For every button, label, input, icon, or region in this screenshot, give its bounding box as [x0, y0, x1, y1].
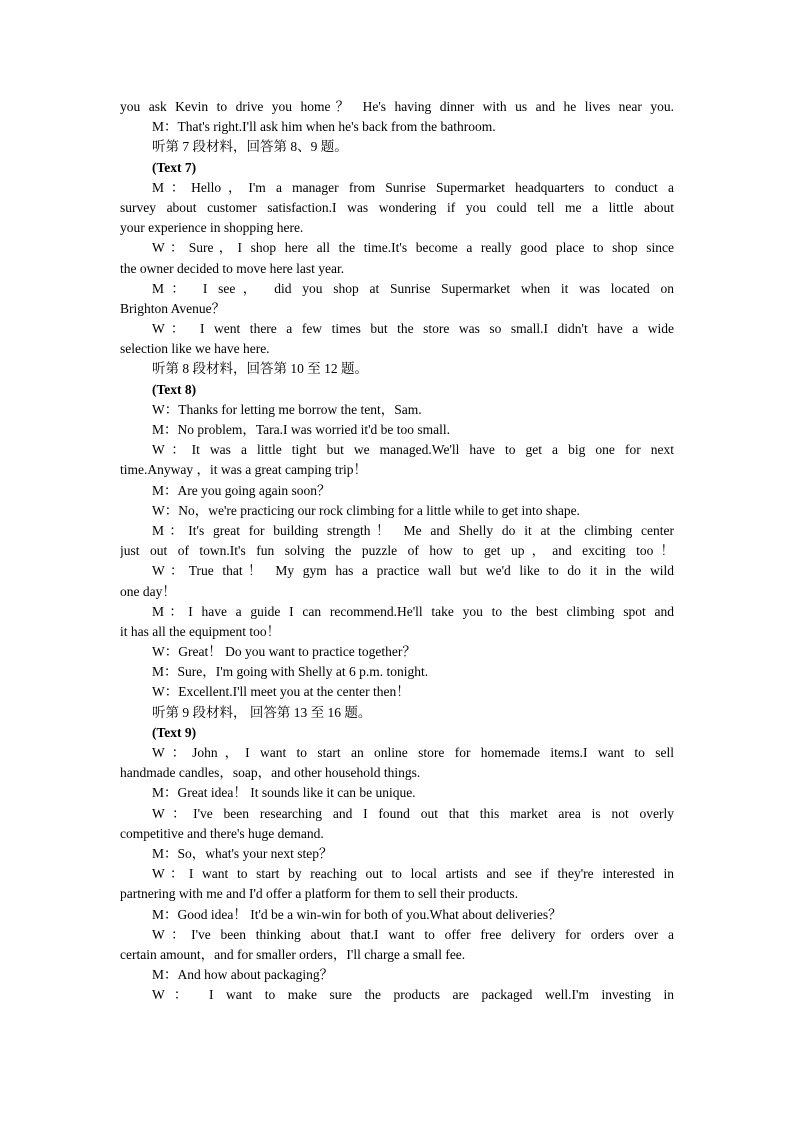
- text-line: it has all the equipment too！: [120, 623, 281, 639]
- text-line: handmade candles，soap，and other household things.: [120, 765, 421, 781]
- text-line: M： I see， did you shop at Sunrise Supermarket when it was located on: [152, 280, 674, 296]
- section-heading: (Text 8): [152, 381, 197, 397]
- text-line: W：Great！ Do you want to practice together？: [152, 644, 416, 660]
- text-line: M：I have a guide I can recommend.He'll take you to the best climbing spot and: [152, 603, 674, 619]
- text-line: you ask Kevin to drive you home？ He's having dinner with us and he lives near you.: [120, 99, 674, 114]
- text-line: W：Excellent.I'll meet you at the center then！: [152, 684, 410, 700]
- document-page: [120, 97, 674, 1005]
- text-line: 听第 7 段材料，回答第 8、9 题。: [152, 139, 348, 155]
- text-line: W：I've been thinking about that.I want to offer free delivery for orders over a: [152, 926, 674, 942]
- text-line: your experience in shopping here.: [120, 220, 304, 236]
- text-line: Brighton Avenue？: [120, 300, 226, 316]
- text-line: W：I want to start by reaching out to local artists and see if they're interested in: [152, 866, 674, 882]
- text-line: 听第 8 段材料，回答第 10 至 12 题。: [152, 361, 368, 377]
- text-line: M：No problem，Tara.I was worried it'd be too small.: [152, 422, 451, 437]
- text-line: W：Thanks for letting me borrow the tent，Sam.: [152, 401, 422, 417]
- text-line: the owner decided to move here last year.: [120, 260, 345, 276]
- text-line: M：Hello，I'm a manager from Sunrise Supermarket headquarters to conduct a: [152, 179, 674, 195]
- text-line: just out of town.It's fun solving the puzzle of how to get up，and exciting too！: [120, 543, 674, 559]
- text-line: partnering with me and I'd offer a platform for them to sell their products.: [120, 886, 519, 902]
- text-line: selection like we have here.: [120, 341, 270, 357]
- text-line: certain amount，and for smaller orders，I'll charge a small fee.: [120, 946, 466, 962]
- text-line: W： I went there a few times but the store was so small.I didn't have a wide: [152, 321, 674, 337]
- text-line: M：So，what's your next step？: [152, 845, 333, 861]
- text-line: M：Great idea！ It sounds like it can be unique.: [152, 785, 416, 801]
- text-line: M：Good idea！ It'd be a win-win for both of you.What about deliveries？: [152, 906, 562, 922]
- text-line: one day！: [120, 583, 176, 599]
- text-line: M：That's right.I'll ask him when he's back from the bathroom.: [152, 119, 496, 135]
- text-line: W：True that！ My gym has a practice wall but we'd like to do it in the wild: [152, 563, 674, 579]
- text-line: W： I want to make sure the products are packaged well.I'm investing in: [152, 987, 674, 1003]
- section-heading: (Text 9): [152, 724, 197, 740]
- text-line: W：No，we're practicing our rock climbing for a little while to get into shape.: [152, 502, 580, 518]
- text-line: 听第 9 段材料， 回答第 13 至 16 题。: [152, 704, 372, 720]
- text-line: time.Anyway ，it was a great camping trip！: [120, 462, 368, 478]
- text-line: M：Are you going again soon？: [152, 482, 331, 498]
- text-line: M：And how about packaging？: [152, 967, 334, 983]
- text-line: W：John，I want to start an online store for homemade items.I want to sell: [152, 745, 674, 760]
- text-line: competitive and there's huge demand.: [120, 825, 324, 841]
- text-line: M：Sure，I'm going with Shelly at 6 p.m. tonight.: [152, 664, 429, 680]
- section-heading: (Text 7): [152, 159, 197, 175]
- text-line: W：Sure，I shop here all the time.It's become a really good place to shop since: [152, 240, 674, 256]
- text-line: survey about customer satisfaction.I was wondering if you could tell me a little about: [120, 199, 674, 215]
- text-line: W：I've been researching and I found out that this market area is not overly: [152, 805, 674, 821]
- text-line: W：It was a little tight but we managed.We'll have to get a big one for next: [152, 442, 674, 458]
- text-line: M：It's great for building strength！ Me and Shelly do it at the climbing center: [152, 522, 674, 538]
